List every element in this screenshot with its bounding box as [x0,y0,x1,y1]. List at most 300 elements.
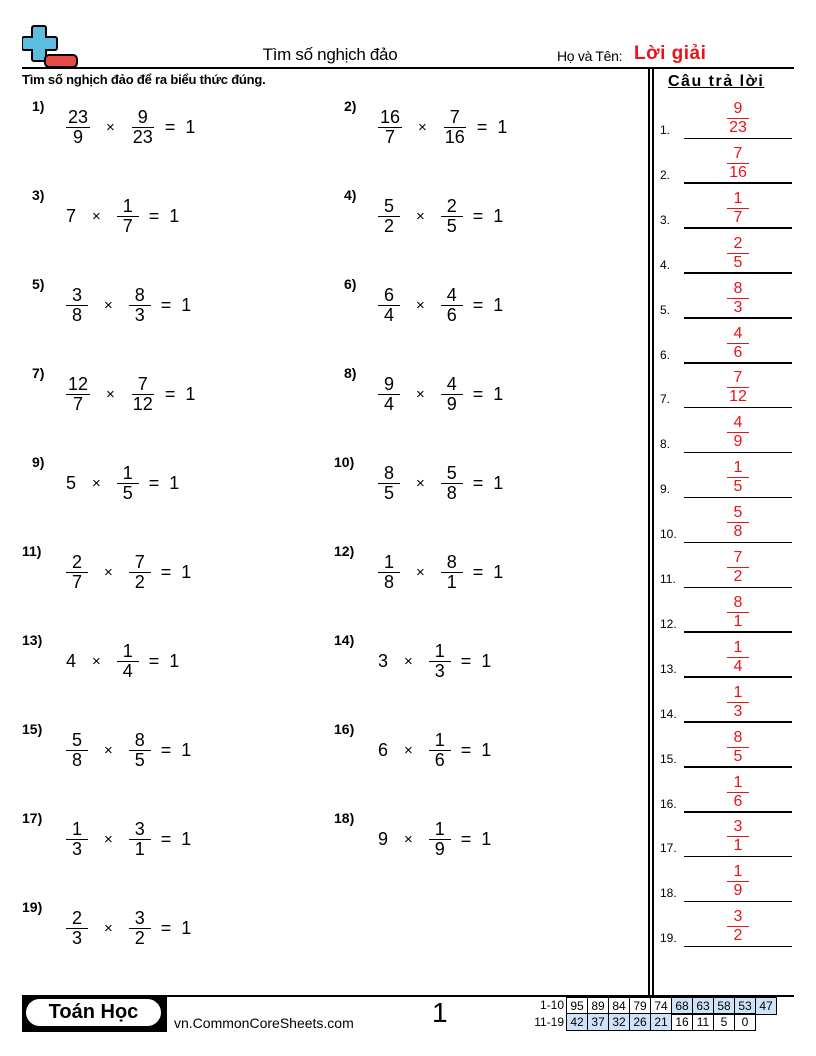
fraction [64,909,90,948]
denominator: 1 [446,571,457,592]
page-title: Tìm số nghịch đảo [262,45,398,64]
result: 1 [185,383,196,404]
fraction [376,375,402,414]
score-cell: 53 [734,997,756,1015]
times-sign: × [104,296,113,314]
column-divider [648,69,650,995]
result: 1 [169,650,180,671]
score-cell: 58 [713,997,735,1015]
answer-fraction [725,863,751,900]
denominator: 5 [733,747,743,765]
problem-item [22,810,312,870]
denominator: 3 [134,304,145,325]
score-cell: 68 [671,997,693,1015]
problem-expression [376,818,493,860]
problem-number: 3) [32,187,45,203]
times-sign: × [106,385,115,403]
fraction [115,642,141,681]
denominator: 5 [122,482,133,503]
numerator: 2 [727,235,749,254]
numerator: 9 [727,100,749,119]
fraction [64,553,90,592]
answer-fraction [725,774,751,811]
answer-item [660,319,792,364]
name-value: Lời giải [634,43,707,64]
answer-label: 18. [660,886,677,901]
answer-item [660,678,792,723]
answer-fraction [725,594,751,631]
instructions: Tìm số nghịch đảo để ra biểu thức đúng. [22,72,266,87]
score-cell: 32 [608,1013,630,1031]
numerator: 16 [380,106,401,127]
problem-number: 14) [334,632,355,648]
denominator: 2 [733,927,743,945]
problem-number: 12) [334,543,355,559]
numerator: 2 [66,909,88,929]
numerator: 5 [727,504,749,523]
numerator: 1 [727,863,749,882]
answer-value [684,459,792,496]
answer-item [660,768,792,813]
denominator: 2 [134,927,145,948]
fraction [376,464,402,503]
problem-item [22,632,312,692]
answer-value [684,280,792,317]
problem-expression [64,907,193,949]
answer-item [660,139,792,184]
result: 1 [481,828,492,849]
equals-sign: = [460,739,472,760]
problem-number: 5) [32,276,45,292]
numerator: 8 [727,729,749,748]
answer-value [684,145,792,182]
denominator: 5 [733,253,743,271]
answer-key-title: Câu trả lời [668,73,765,90]
denominator: 5 [134,749,145,770]
problem-expression [64,284,193,326]
result: 1 [169,472,180,493]
numerator: 8 [129,731,151,751]
answer-item [660,723,792,768]
denominator: 1 [733,837,743,855]
answer-value [684,190,792,227]
denominator: 4 [383,304,394,325]
numerator: 5 [441,464,463,484]
problem-item [22,98,312,158]
problem-expression [64,373,197,415]
result: 1 [169,205,180,226]
answer-label: 9. [660,482,671,497]
problem-expression [376,195,505,237]
answer-label: 5. [660,302,671,317]
denominator: 9 [434,838,445,859]
answer-item [660,363,792,408]
plus-minus-logo-icon [22,24,80,68]
problem-item [22,899,312,959]
problem-expression [376,551,505,593]
equals-sign: = [472,294,484,315]
problem-expression [64,462,181,504]
denominator: 7 [73,393,84,414]
problem-item [22,276,312,336]
equals-sign: = [148,650,160,671]
equals-sign: = [472,561,484,582]
denominator: 2 [733,568,743,585]
equals-sign: = [160,917,172,938]
denominator: 9 [733,433,743,451]
result: 1 [181,561,192,582]
result: 1 [181,739,192,760]
result: 1 [481,739,492,760]
denominator: 3 [71,838,82,859]
score-cell: 84 [608,997,630,1015]
result: 1 [493,472,504,493]
score-cell: 74 [650,997,672,1015]
result: 1 [493,294,504,315]
denominator: 7 [385,126,396,147]
fraction [376,108,404,147]
equals-sign: = [472,472,484,493]
times-sign: × [92,652,101,670]
denominator: 16 [729,163,747,181]
numerator: 4 [441,286,463,306]
problem-number: 6) [344,276,357,292]
problem-item [334,810,624,870]
numerator: 1 [117,642,139,662]
answer-fraction [725,639,751,676]
problem-expression [376,640,493,682]
whole-number: 7 [66,205,77,226]
result: 1 [185,116,196,137]
denominator: 5 [446,215,457,236]
equals-sign: = [472,205,484,226]
brand-label: Toán Học [26,999,161,1026]
answer-label: 7. [660,392,671,407]
score-cell: 11 [692,1013,714,1031]
answer-label: 14. [660,706,677,721]
numerator: 7 [727,369,749,388]
numerator: 1 [117,197,139,217]
numerator: 4 [727,414,749,433]
answer-label: 2. [660,167,671,182]
answer-item [660,902,792,947]
answer-item [660,588,792,633]
answer-value [684,774,792,811]
result: 1 [497,116,508,137]
answer-value [684,414,792,451]
denominator: 1 [733,612,743,630]
times-sign: × [416,296,425,314]
times-sign: × [104,830,113,848]
answer-item [660,543,792,588]
numerator: 5 [66,731,88,751]
fraction [376,197,402,236]
denominator: 12 [729,388,747,406]
answer-fraction [725,818,751,855]
problem-expression [376,462,505,504]
equals-sign: = [148,472,160,493]
numerator: 8 [441,553,463,573]
whole-number: 6 [378,739,389,760]
times-sign: × [104,563,113,581]
numerator: 4 [727,325,749,344]
fraction [439,464,465,503]
fraction [376,553,402,592]
answer-label: 16. [660,796,677,811]
answer-item [660,857,792,902]
times-sign: × [416,474,425,492]
fraction [427,642,453,681]
denominator: 8 [446,482,457,503]
answer-label: 17. [660,841,677,856]
numerator: 1 [429,642,451,662]
fraction [64,108,92,147]
numerator: 3 [66,286,88,306]
problem-number: 9) [32,454,45,470]
numerator: 1 [727,459,749,478]
problem-number: 13) [22,632,43,648]
fraction [439,286,465,325]
fraction [439,375,465,414]
numerator: 5 [378,197,400,217]
equals-sign: = [148,205,160,226]
answer-label: 6. [660,347,671,362]
numerator: 1 [727,190,749,209]
problem-number: 16) [334,721,355,737]
denominator: 3 [434,660,445,681]
result: 1 [493,383,504,404]
answer-label: 15. [660,751,677,766]
numerator: 7 [444,108,466,128]
problem-item [22,187,312,247]
numerator: 7 [132,375,154,395]
fraction [127,820,153,859]
times-sign: × [404,652,413,670]
answer-value [684,684,792,721]
answer-fraction [725,908,751,945]
problem-number: 18) [334,810,355,826]
times-sign: × [416,385,425,403]
score-table [530,997,777,1031]
column-divider [652,69,654,995]
denominator: 6 [434,749,445,770]
answer-item [660,633,792,678]
score-cell: 89 [587,997,609,1015]
answer-value [684,594,792,631]
fraction [127,731,153,770]
denominator: 12 [132,393,153,414]
numerator: 2 [441,197,463,217]
numerator: 8 [378,464,400,484]
equals-sign: = [160,828,172,849]
fraction [439,553,465,592]
problem-number: 4) [344,187,357,203]
times-sign: × [416,563,425,581]
problem-item [334,632,624,692]
fraction [115,197,141,236]
numerator: 7 [129,553,151,573]
problem-expression [376,284,505,326]
problem-number: 15) [22,721,43,737]
numerator: 8 [727,280,749,299]
times-sign: × [416,207,425,225]
fraction [439,197,465,236]
fraction [441,108,469,147]
answer-fraction [725,684,751,721]
denominator: 4 [383,393,394,414]
whole-number: 4 [66,650,77,671]
answer-item [660,94,792,139]
answer-fraction [725,414,751,451]
numerator: 8 [129,286,151,306]
numerator: 1 [429,731,451,751]
equals-sign: = [164,383,176,404]
answer-fraction [725,145,751,182]
problem-number: 1) [32,98,45,114]
answer-value [684,369,792,406]
answer-label: 1. [660,123,671,137]
answer-item [660,408,792,453]
numerator: 2 [66,553,88,573]
score-row [530,1014,777,1031]
times-sign: × [106,118,115,136]
answer-label: 4. [660,257,671,272]
denominator: 8 [733,523,743,541]
denominator: 5 [733,478,743,496]
problem-expression [376,373,505,415]
denominator: 3 [733,702,743,720]
times-sign: × [92,474,101,492]
numerator: 12 [68,373,89,394]
problem-item [22,365,312,425]
result: 1 [481,650,492,671]
problem-item [334,454,624,514]
result: 1 [181,828,192,849]
denominator: 8 [383,571,394,592]
denominator: 9 [733,882,743,900]
equals-sign: = [160,294,172,315]
problem-expression [64,195,181,237]
numerator: 1 [117,464,139,484]
problem-expression [64,818,193,860]
denominator: 6 [446,304,457,325]
numerator: 8 [727,594,749,613]
times-sign: × [404,830,413,848]
brand-badge [22,996,167,1032]
denominator: 6 [733,343,743,361]
score-cell: 26 [629,1013,651,1031]
score-cell: 79 [629,997,651,1015]
answer-value [684,549,792,586]
answer-fraction [725,235,751,272]
score-row-label: 1-10 [539,998,564,1012]
score-cell: 37 [587,1013,609,1031]
numerator: 1 [429,820,451,840]
score-cell: 63 [692,997,714,1015]
answer-value [684,639,792,676]
problem-expression [64,640,181,682]
fraction [376,286,402,325]
numerator: 1 [66,820,88,840]
denominator: 7 [71,571,82,592]
problem-item [22,454,312,514]
answer-item [660,274,792,319]
numerator: 9 [132,108,154,128]
answer-value [684,729,792,766]
score-cell: 16 [671,1013,693,1031]
answer-value [684,863,792,900]
denominator: 3 [71,927,82,948]
problem-expression [64,106,197,148]
answer-fraction [725,100,751,137]
fraction [64,731,90,770]
page-number: 1 [432,997,448,1028]
problem-expression [64,551,193,593]
times-sign: × [404,741,413,759]
equals-sign: = [476,116,488,137]
numerator: 1 [378,553,400,573]
numerator: 7 [727,549,749,568]
answer-value [684,908,792,945]
answer-fraction [725,325,751,362]
problem-item [22,543,312,603]
whole-number: 5 [66,472,77,493]
equals-sign: = [460,650,472,671]
problem-item [22,721,312,781]
answer-label: 19. [660,931,677,946]
numerator: 4 [441,375,463,395]
denominator: 6 [733,792,743,810]
answer-label: 8. [660,437,671,452]
numerator: 3 [129,909,151,929]
answer-value [684,818,792,855]
denominator: 16 [444,126,465,147]
score-row-label: 11-19 [534,1015,564,1029]
answer-fraction [725,504,751,541]
denominator: 5 [383,482,394,503]
fraction [129,375,157,414]
equals-sign: = [460,828,472,849]
fraction [127,286,153,325]
denominator: 2 [134,571,145,592]
score-row [530,997,777,1014]
numerator: 23 [68,106,89,127]
problem-item [334,276,624,336]
whole-number: 9 [378,828,389,849]
numerator: 1 [727,774,749,793]
answer-fraction [725,280,751,317]
answer-label: 12. [660,616,677,631]
times-sign: × [92,207,101,225]
denominator: 8 [71,749,82,770]
answer-item [660,184,792,229]
answer-item [660,229,792,274]
problem-number: 7) [32,365,45,381]
problem-item [334,365,624,425]
problem-number: 11) [22,543,42,559]
answer-value [684,325,792,362]
times-sign: × [104,919,113,937]
fraction [127,909,153,948]
problem-item [334,187,624,247]
numerator: 3 [727,908,749,927]
fraction [64,375,92,414]
result: 1 [181,917,192,938]
problem-number: 17) [22,810,43,826]
answer-fraction [725,549,751,586]
answer-value [684,504,792,541]
problem-expression [64,729,193,771]
